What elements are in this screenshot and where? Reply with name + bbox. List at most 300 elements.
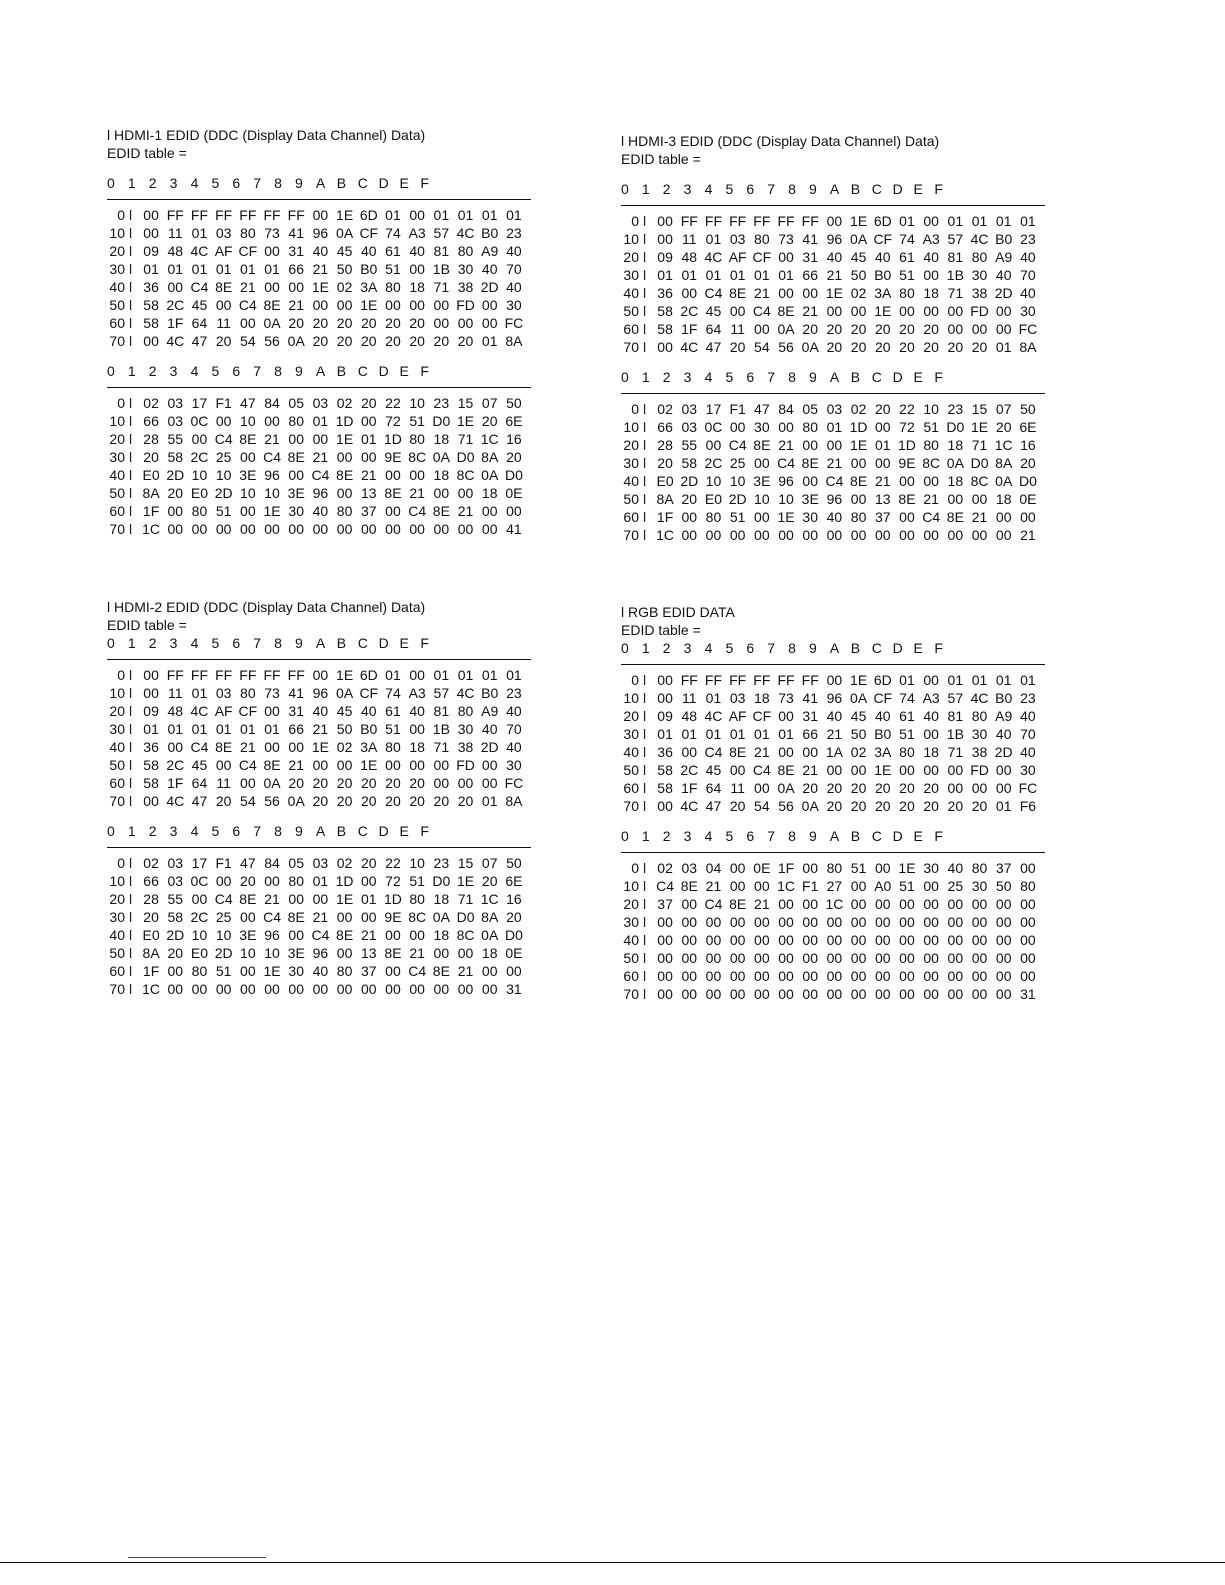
hex-byte: 20 (143, 449, 159, 465)
hex-byte: 17 (191, 855, 208, 871)
hex-byte: 00 (802, 986, 818, 1002)
table-row (107, 720, 531, 738)
hex-byte: 1C (777, 878, 795, 894)
hex-byte: 00 (312, 207, 329, 223)
hex-byte: 0A (946, 455, 964, 471)
hex-byte: 37 (360, 963, 377, 979)
hex-byte: 00 (360, 981, 377, 997)
hex-byte: 00 (1020, 914, 1036, 930)
hex-byte: D0 (504, 467, 523, 483)
hex-byte: 00 (729, 932, 746, 948)
hex-byte: 84 (264, 395, 280, 411)
hex-byte: 54 (240, 333, 256, 349)
table-row (107, 980, 531, 998)
hex-byte: 00 (729, 914, 746, 930)
hex-byte: 6E (1019, 419, 1037, 435)
hex-byte: 0A (777, 780, 795, 796)
section-title: l HDMI-2 EDID (DDC (Display Data Channel) Data) (107, 599, 426, 615)
hex-byte: 71 (947, 744, 964, 760)
section-title: l HDMI-3 EDID (DDC (Display Data Channel) Data) (621, 133, 940, 149)
hex-byte: C4 (214, 891, 233, 907)
column-header: 1 (127, 823, 136, 839)
footer-link-underline (128, 1557, 266, 1558)
hex-byte: 20 (360, 793, 377, 809)
row-separator: l (643, 798, 647, 814)
hex-byte: E0 (190, 945, 209, 961)
hex-byte: 01 (191, 721, 208, 737)
column-header: 1 (641, 828, 650, 844)
hex-byte: 0A (777, 321, 795, 337)
hex-byte: 00 (385, 981, 401, 997)
hex-byte: 00 (874, 896, 891, 912)
hex-byte: 4C (456, 225, 475, 241)
hex-byte: 00 (264, 873, 280, 889)
hex-byte: 20 (826, 780, 843, 796)
hex-byte: 00 (240, 963, 256, 979)
hex-byte: 00 (826, 932, 843, 948)
column-header: F (420, 175, 429, 191)
hex-byte: 00 (826, 527, 843, 543)
column-header: 3 (169, 823, 178, 839)
hex-byte: 00 (778, 249, 794, 265)
hex-byte: 00 (971, 896, 988, 912)
hex-byte: 1C (825, 896, 844, 912)
hex-byte: 8E (729, 285, 747, 301)
hex-byte: 4C (970, 690, 989, 706)
hex-byte: 57 (947, 231, 964, 247)
hex-byte: 1E (336, 891, 354, 907)
hex-byte: A9 (995, 708, 1013, 724)
hex-byte: 28 (657, 437, 673, 453)
hex-byte: E0 (190, 485, 209, 501)
hex-byte: 01 (215, 721, 232, 737)
hex-byte: F1 (729, 401, 746, 417)
row-separator: l (129, 485, 133, 501)
row-separator: l (129, 261, 133, 277)
hex-byte: FC (504, 315, 524, 331)
hex-byte: 38 (457, 739, 474, 755)
row-address: 0 (117, 667, 125, 683)
hex-byte: 40 (1020, 285, 1036, 301)
hex-byte: 2D (214, 485, 233, 501)
hex-byte: 02 (143, 855, 159, 871)
column-header: 1 (641, 181, 650, 197)
hex-byte: 00 (778, 932, 794, 948)
hex-byte: 1E (874, 762, 892, 778)
hex-byte: 56 (264, 793, 280, 809)
hex-byte: 71 (457, 431, 474, 447)
hex-byte: 00 (874, 986, 891, 1002)
hex-byte: 2D (728, 491, 747, 507)
hex-byte: 01 (657, 267, 673, 283)
hex-byte: 00 (947, 914, 964, 930)
hex-byte: 51 (899, 878, 915, 894)
hex-byte: 00 (729, 950, 746, 966)
hex-byte: 00 (826, 437, 843, 453)
row-address: 10 (623, 231, 639, 247)
hex-byte: 21 (264, 431, 280, 447)
hex-byte: 70 (1020, 726, 1036, 742)
hex-byte: 58 (657, 321, 673, 337)
hex-byte: 8C (408, 909, 427, 925)
hex-byte: 01 (681, 267, 698, 283)
hex-byte: 1F (142, 963, 160, 979)
hex-byte: 80 (705, 509, 722, 525)
table-row (107, 756, 531, 774)
hex-byte: 8E (336, 927, 354, 943)
hex-byte: 00 (143, 667, 159, 683)
hex-byte: 1E (874, 303, 892, 319)
hex-byte: 00 (947, 303, 964, 319)
hex-byte: 8E (215, 279, 233, 295)
column-header-row (107, 362, 531, 380)
table-row (107, 702, 531, 720)
hex-byte: 21 (240, 279, 256, 295)
hex-byte: 8E (898, 491, 916, 507)
column-header: D (892, 181, 903, 197)
row-separator: l (643, 401, 647, 417)
hex-byte: 1E (898, 860, 916, 876)
hex-byte: 20 (729, 798, 746, 814)
hex-byte: 03 (167, 395, 184, 411)
hex-byte: 45 (336, 243, 353, 259)
column-header: 8 (788, 640, 796, 656)
hex-byte: FF (287, 667, 305, 683)
hex-byte: 0A (432, 449, 450, 465)
hex-byte: 54 (240, 793, 256, 809)
row-separator: l (129, 521, 133, 537)
column-header: A (829, 369, 840, 385)
hdmi1-edid-section (107, 126, 531, 538)
row-address: 70 (623, 798, 639, 814)
hex-byte: 00 (778, 527, 794, 543)
hex-byte: 28 (143, 431, 159, 447)
hex-byte: 00 (167, 963, 184, 979)
row-address: 20 (623, 896, 639, 912)
hex-byte: 2C (704, 455, 723, 471)
hex-byte: CF (873, 690, 893, 706)
hex-byte: 56 (264, 333, 280, 349)
hex-byte: 58 (657, 303, 673, 319)
row-separator: l (129, 333, 133, 349)
hex-byte: 6D (359, 667, 378, 683)
hex-byte: FD (970, 303, 989, 319)
hex-byte: 51 (729, 509, 746, 525)
hex-byte: D0 (456, 449, 475, 465)
hex-byte: 09 (143, 243, 159, 259)
section-subtitle: EDID table = (621, 622, 701, 638)
hex-byte: 18 (481, 485, 498, 501)
hex-byte: 20 (433, 333, 450, 349)
hex-byte: 00 (240, 315, 256, 331)
hex-byte: 8C (456, 467, 475, 483)
hex-byte: 00 (995, 986, 1012, 1002)
column-header: 0 (621, 369, 629, 385)
hex-byte: 0A (336, 225, 354, 241)
hex-byte: 00 (778, 708, 794, 724)
hex-byte: 0A (850, 690, 868, 706)
hex-byte: 18 (433, 431, 450, 447)
hex-byte: 00 (705, 437, 722, 453)
row-separator: l (643, 213, 647, 229)
hex-byte: 51 (215, 503, 232, 519)
hex-byte: 00 (826, 968, 843, 984)
hex-byte: 00 (312, 521, 329, 537)
row-address: 60 (109, 315, 125, 331)
header-divider (621, 664, 1045, 665)
hex-byte: 00 (923, 762, 939, 778)
hex-byte: 8E (384, 485, 402, 501)
hex-byte: 01 (143, 261, 159, 277)
hex-byte: 01 (995, 672, 1012, 688)
hex-byte: 23 (947, 401, 964, 417)
hex-byte: 1F (656, 509, 674, 525)
hex-byte: A9 (481, 703, 499, 719)
hex-byte: 00 (385, 521, 401, 537)
hex-byte: 1C (142, 521, 161, 537)
row-separator: l (643, 455, 647, 471)
hex-byte: 80 (457, 703, 474, 719)
hex-byte: 61 (899, 708, 915, 724)
hex-byte: 00 (778, 285, 794, 301)
row-separator: l (643, 672, 647, 688)
column-header: 7 (253, 363, 262, 379)
hex-byte: 00 (657, 914, 673, 930)
hex-byte: 22 (385, 395, 401, 411)
hex-byte: 80 (971, 249, 988, 265)
hex-byte: 00 (481, 521, 498, 537)
row-separator: l (129, 793, 133, 809)
hex-byte: 00 (850, 950, 867, 966)
table-row (621, 877, 1045, 895)
hex-byte: 00 (288, 927, 304, 943)
hex-byte: 20 (947, 798, 964, 814)
hex-byte: 73 (264, 225, 280, 241)
row-address: 50 (623, 950, 639, 966)
hex-byte: 00 (947, 932, 964, 948)
hex-byte: 37 (995, 860, 1012, 876)
table-row (621, 248, 1045, 266)
table-row (107, 394, 531, 412)
hex-byte: 00 (409, 467, 425, 483)
hex-byte: 18 (433, 927, 450, 943)
hex-byte: 8A (656, 491, 674, 507)
hex-byte: 37 (657, 896, 673, 912)
hex-byte: 10 (264, 945, 280, 961)
hex-byte: 00 (754, 509, 770, 525)
hex-byte: 50 (850, 267, 867, 283)
column-header: B (336, 823, 347, 839)
hex-byte: 40 (923, 708, 939, 724)
hex-byte: 00 (167, 521, 184, 537)
hex-byte: 00 (657, 968, 673, 984)
column-header: F (934, 828, 943, 844)
row-separator: l (129, 721, 133, 737)
hex-byte: 3E (239, 467, 257, 483)
table-row (107, 908, 531, 926)
header-divider (621, 852, 1045, 853)
column-header: 5 (211, 363, 220, 379)
column-header: 5 (211, 175, 220, 191)
row-address: 30 (109, 261, 125, 277)
hex-byte: 00 (899, 932, 915, 948)
table-row (107, 296, 531, 314)
hex-byte: 00 (899, 896, 915, 912)
hex-byte: 3E (753, 473, 771, 489)
column-header: 1 (127, 635, 136, 651)
hex-byte: 71 (947, 285, 964, 301)
hex-byte: 8E (777, 303, 795, 319)
table-row (107, 792, 531, 810)
hex-byte: 02 (850, 285, 867, 301)
hex-byte: FF (801, 672, 819, 688)
column-header: 1 (641, 369, 650, 385)
hex-byte: 1E (777, 509, 795, 525)
hex-byte: C4 (922, 509, 941, 525)
hex-byte: 01 (995, 213, 1012, 229)
hex-byte: 1E (850, 437, 868, 453)
hex-byte: 50 (506, 855, 522, 871)
hex-byte: 00 (947, 986, 964, 1002)
hex-byte: 01 (971, 672, 988, 688)
hex-byte: 00 (385, 927, 401, 943)
hex-byte: 20 (826, 798, 843, 814)
hex-byte: E0 (704, 491, 723, 507)
hex-byte: 00 (971, 321, 988, 337)
column-header: 9 (809, 181, 817, 197)
hex-byte: 8A (481, 449, 499, 465)
hex-byte: 00 (657, 950, 673, 966)
hex-byte: 21 (312, 261, 329, 277)
hex-byte: 00 (850, 986, 867, 1002)
hex-byte: 0E (1019, 491, 1037, 507)
hex-byte: 00 (264, 413, 280, 429)
hex-byte: 01 (240, 721, 256, 737)
hex-byte: 58 (657, 780, 673, 796)
hex-byte: 50 (850, 726, 867, 742)
hex-byte: FC (504, 775, 524, 791)
hex-byte: C4 (704, 285, 723, 301)
row-address: 50 (109, 297, 125, 313)
row-separator: l (643, 419, 647, 435)
hex-byte: 00 (1020, 509, 1036, 525)
hex-byte: 4C (704, 249, 723, 265)
hex-byte: C4 (263, 449, 281, 465)
hex-byte: 3A (874, 285, 892, 301)
hex-byte: 00 (336, 757, 353, 773)
hex-byte: 20 (971, 798, 988, 814)
hex-byte: 01 (947, 213, 964, 229)
hex-byte: 54 (754, 798, 770, 814)
hex-byte: 01 (167, 721, 184, 737)
hex-byte: 58 (167, 909, 184, 925)
hex-byte: 01 (705, 690, 722, 706)
hex-byte: 50 (1020, 401, 1036, 417)
hex-byte: 03 (826, 401, 843, 417)
hex-byte: 25 (215, 909, 232, 925)
hex-byte: 1F (142, 503, 160, 519)
row-separator: l (643, 860, 647, 876)
hex-byte: 96 (826, 491, 843, 507)
row-address: 10 (623, 690, 639, 706)
hex-byte: 2D (994, 285, 1013, 301)
hex-byte: D0 (1018, 473, 1037, 489)
hex-byte: 00 (681, 744, 698, 760)
hex-byte: 00 (923, 213, 939, 229)
hex-byte: 21 (457, 503, 474, 519)
edid-hex-table (621, 827, 1045, 1003)
hex-byte: 30 (1020, 303, 1036, 319)
hex-byte: 23 (506, 685, 522, 701)
hex-byte: FF (215, 667, 233, 683)
hex-byte: 00 (288, 739, 304, 755)
row-address: 40 (623, 744, 639, 760)
hex-byte: 00 (681, 896, 698, 912)
hex-byte: 00 (681, 968, 698, 984)
hex-byte: 01 (754, 726, 770, 742)
row-address: 20 (109, 703, 125, 719)
hex-byte: 13 (360, 945, 377, 961)
row-address: 60 (109, 963, 125, 979)
hex-byte: 00 (802, 914, 818, 930)
hex-byte: 20 (409, 315, 425, 331)
hex-byte: 00 (971, 780, 988, 796)
hex-byte: 20 (899, 339, 915, 355)
hex-byte: 00 (923, 473, 939, 489)
hex-byte: 00 (850, 303, 867, 319)
hex-byte: 21 (874, 473, 891, 489)
hex-byte: 0A (801, 339, 819, 355)
hex-byte: 00 (850, 455, 867, 471)
hex-byte: 00 (264, 521, 280, 537)
hex-byte: FF (263, 207, 281, 223)
row-address: 30 (623, 914, 639, 930)
hex-byte: 80 (288, 413, 304, 429)
hex-byte: 30 (971, 878, 988, 894)
hex-byte: 00 (923, 968, 939, 984)
hex-byte: 40 (360, 703, 377, 719)
column-header: D (378, 175, 389, 191)
hex-byte: 00 (191, 981, 208, 997)
hex-byte: 18 (923, 285, 939, 301)
hex-byte: 20 (336, 793, 353, 809)
row-address: 0 (117, 855, 125, 871)
hex-byte: 00 (1020, 860, 1036, 876)
column-header: 0 (621, 828, 629, 844)
hex-byte: 40 (826, 249, 843, 265)
hex-byte: FC (1018, 321, 1038, 337)
hex-byte: 96 (312, 945, 329, 961)
hex-byte: 00 (312, 981, 329, 997)
hex-byte: 00 (240, 521, 256, 537)
hex-byte: 8C (970, 473, 989, 489)
hex-byte: 96 (312, 685, 329, 701)
hex-byte: 21 (312, 449, 329, 465)
table-row (621, 338, 1045, 356)
hex-byte: 00 (1020, 968, 1036, 984)
hex-byte: 30 (1020, 762, 1036, 778)
hex-byte: 48 (681, 249, 698, 265)
hex-byte: 00 (288, 521, 304, 537)
hex-byte: 00 (995, 527, 1012, 543)
hex-byte: 31 (506, 981, 522, 997)
hex-byte: 00 (826, 213, 843, 229)
edid-hex-table (621, 368, 1045, 544)
hex-byte: 01 (433, 207, 450, 223)
hex-byte: 00 (288, 891, 304, 907)
hex-byte: 36 (657, 744, 673, 760)
column-header: E (913, 369, 923, 385)
